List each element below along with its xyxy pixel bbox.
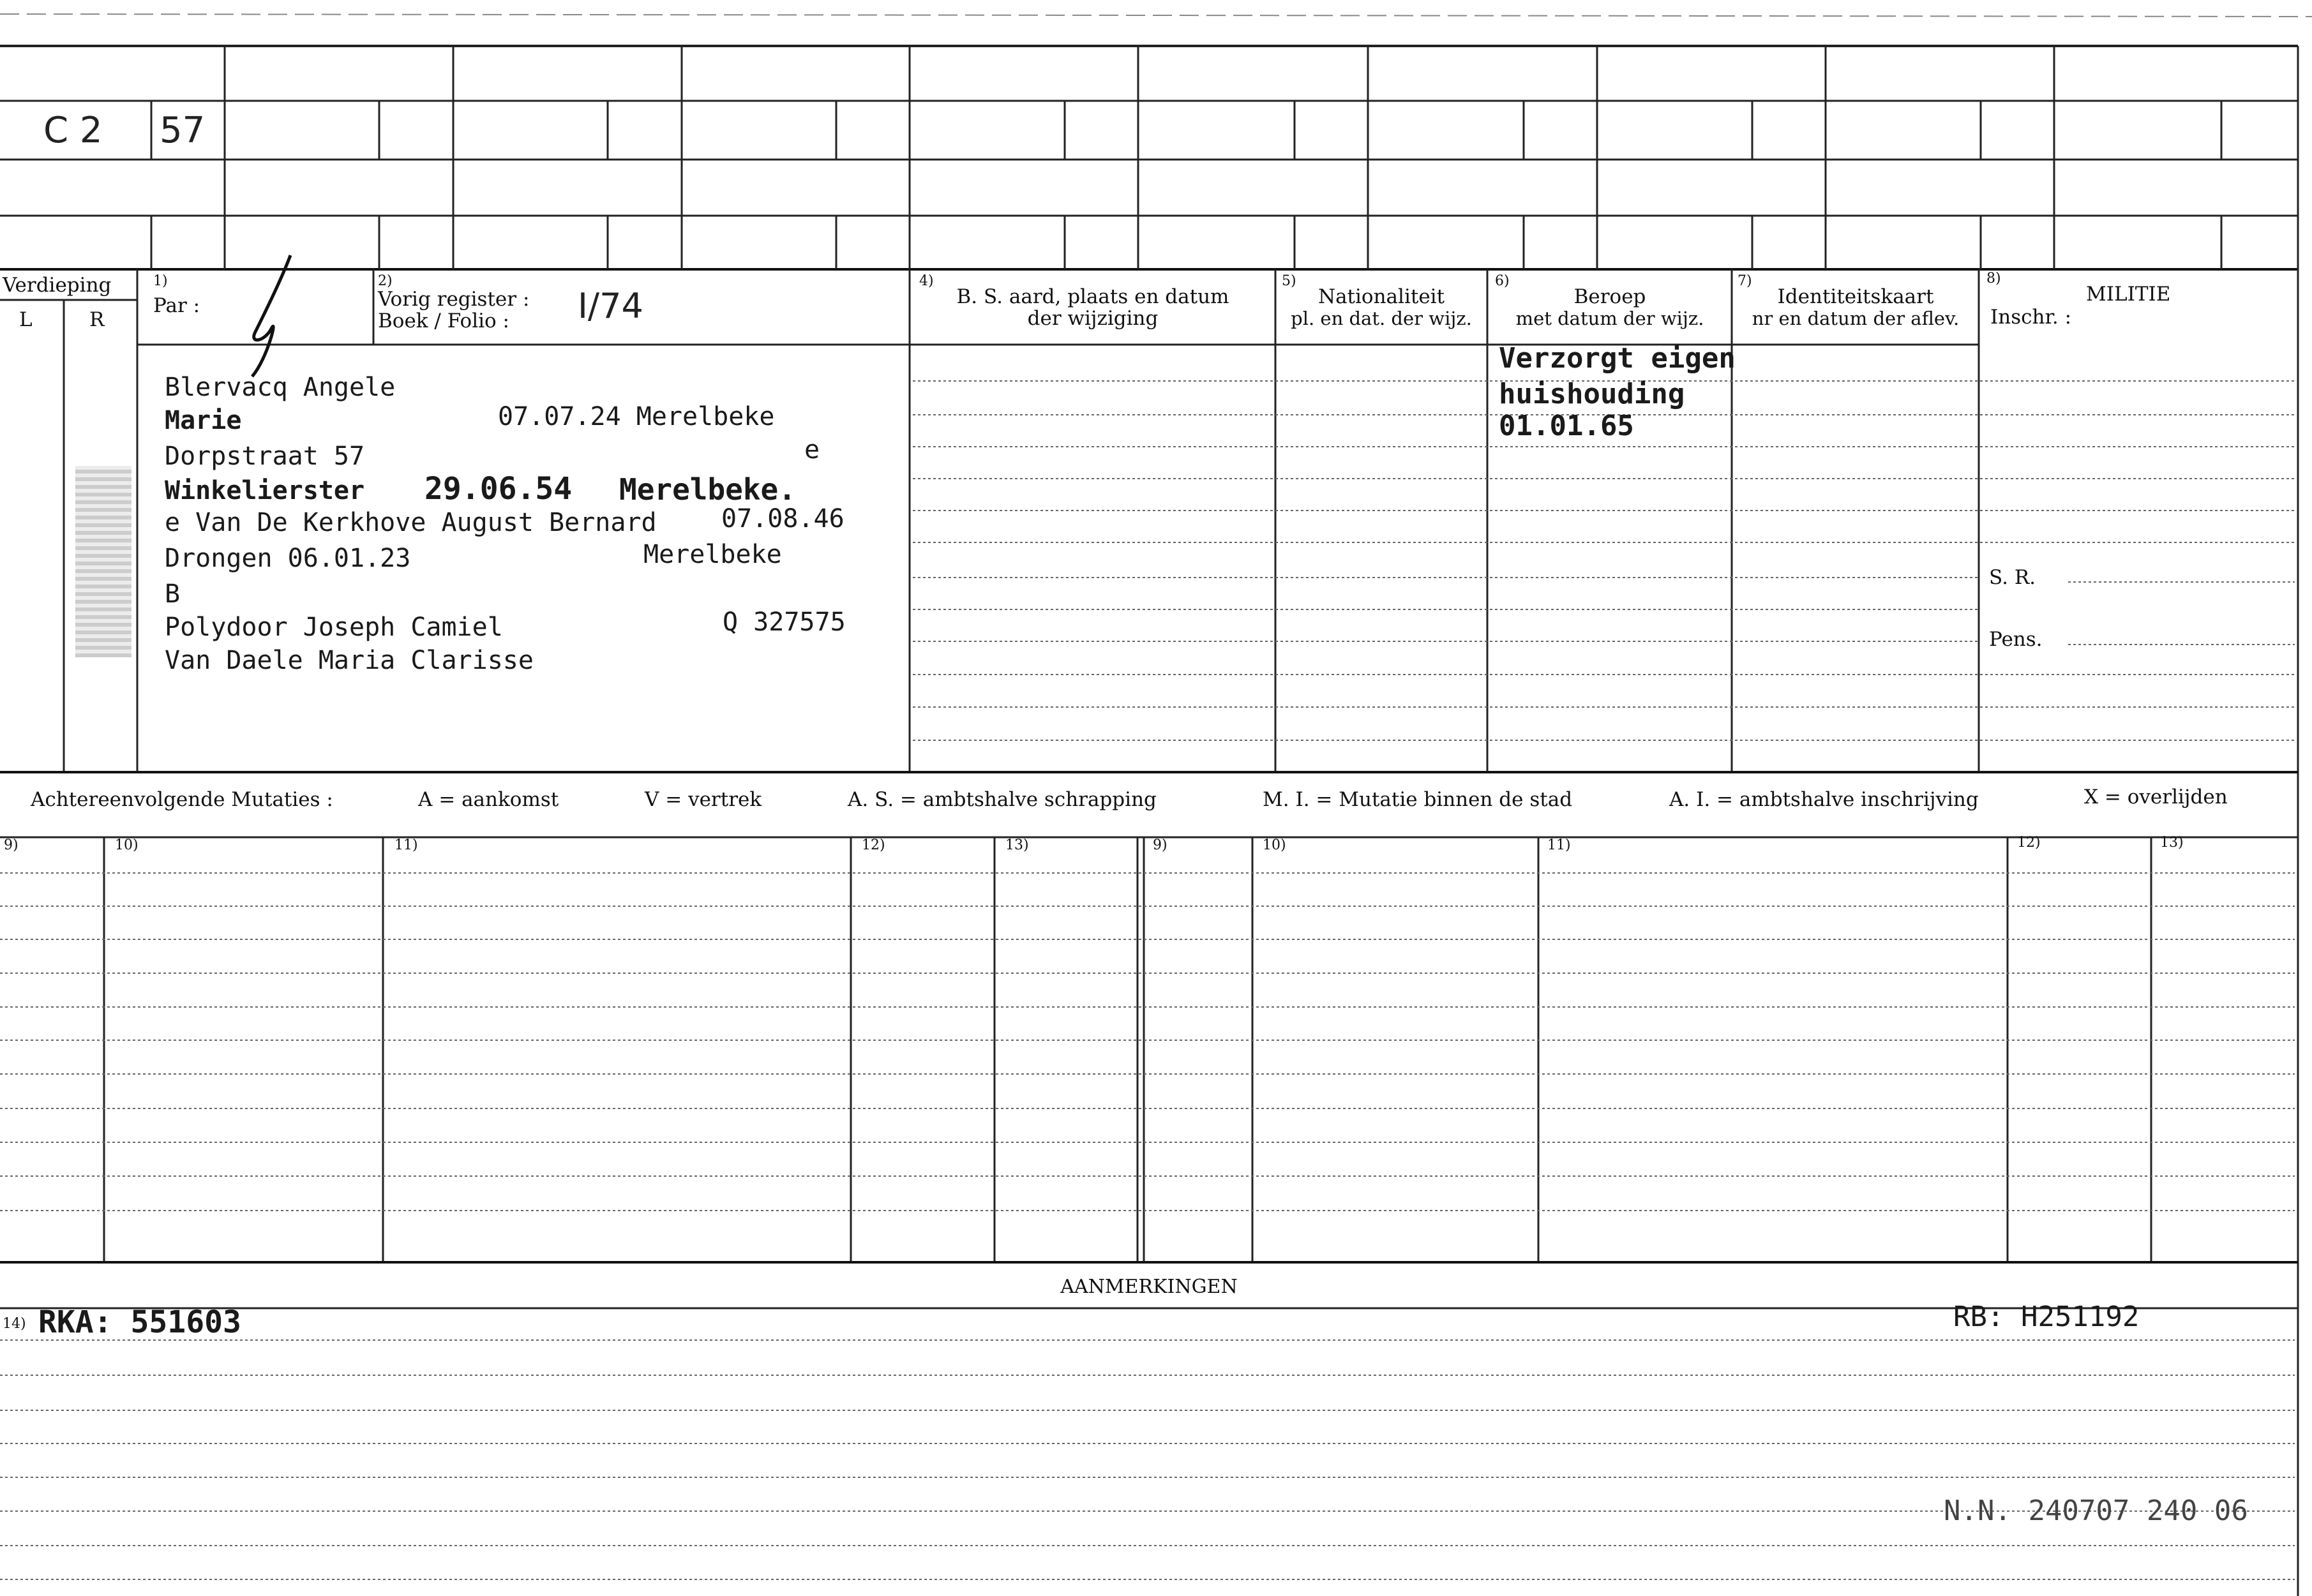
field-4-label-2: der wijziging <box>1027 307 1159 330</box>
mutation-col-13b: 13) <box>2160 835 2184 851</box>
person-line-2-name: Marie <box>165 406 242 435</box>
remarks-nn: N.N. 240707 240 06 <box>1944 1495 2248 1527</box>
field-6-label-1: Beroep <box>1573 285 1646 308</box>
person-line-4-place: Merelbeke. <box>619 472 796 507</box>
field-1-number: 1) <box>153 273 168 289</box>
field-4-number: 4) <box>919 273 934 289</box>
mutation-col-10: 10) <box>115 837 139 853</box>
legend-a: A = aankomst <box>418 788 559 811</box>
field-8-number: 8) <box>1986 271 2001 287</box>
person-line-2-birth: 07.07.24 Merelbeke <box>498 402 775 431</box>
field-2-value: I/74 <box>578 286 643 326</box>
field-8-label-1: MILITIE <box>2086 283 2171 306</box>
field-2-label-2: Boek / Folio : <box>378 310 509 332</box>
mutation-col-11b: 11) <box>1547 837 1571 853</box>
legend-ai: A. I. = ambtshalve inschrijving <box>1669 788 1979 811</box>
remarks-rb: RB: H251192 <box>1953 1301 2140 1333</box>
field-2-number: 2) <box>378 273 393 289</box>
field-7-label-1: Identiteitskaart <box>1777 285 1934 308</box>
legend-title: Achtereenvolgende Mutaties : <box>31 788 333 811</box>
col-l-label: L <box>19 308 33 331</box>
person-line-4-date: 29.06.54 <box>424 471 573 507</box>
remarks-title: AANMERKINGEN <box>1060 1276 1238 1298</box>
beroep-line-2: huishouding <box>1499 378 1685 410</box>
field-7-label-2: nr en datum der aflev. <box>1752 308 1960 329</box>
person-line-4-job: Winkelierster <box>165 476 365 505</box>
col-r-label: R <box>89 308 105 331</box>
top-cell-1: C 2 <box>43 110 103 151</box>
legend-as: A. S. = ambtshalve schrapping <box>848 788 1157 811</box>
mutation-col-13: 13) <box>1005 837 1029 853</box>
field-8-pens: Pens. <box>1989 628 2043 651</box>
field-6-number: 6) <box>1495 273 1510 289</box>
remarks-rka: RKA: 551603 <box>38 1304 241 1340</box>
person-line-1: Blervacq Angele <box>165 373 396 402</box>
field-1-label: Par : <box>153 294 200 317</box>
person-line-5: e Van De Kerkhove August Bernard <box>165 508 657 537</box>
person-line-3: Dorpstraat 57 <box>165 442 365 471</box>
beroep-line-3: 01.01.65 <box>1499 410 1634 442</box>
beroep-line-1: Verzorgt eigen <box>1499 342 1736 375</box>
field-5-label-2: pl. en dat. der wijz. <box>1291 308 1472 329</box>
legend-x: X = overlijden <box>2084 786 2228 809</box>
handwritten-slash-mark <box>236 249 313 389</box>
field-4-label-1: B. S. aard, plaats en datum <box>956 285 1229 308</box>
field-6-label-2: met datum der wijz. <box>1515 308 1704 329</box>
legend-mi: M. I. = Mutatie binnen de stad <box>1263 788 1573 811</box>
field-5-label-1: Nationaliteit <box>1317 285 1445 308</box>
top-cell-2: 57 <box>160 110 206 151</box>
mutation-col-12: 12) <box>862 837 885 853</box>
person-line-8: Polydoor Joseph Camiel <box>165 613 503 642</box>
mutation-col-11: 11) <box>394 837 418 853</box>
person-line-6: Drongen 06.01.23 <box>165 544 411 573</box>
person-line-3-e: e <box>804 435 820 465</box>
person-line-7: B <box>165 579 181 609</box>
verdieping-label: Verdieping <box>3 274 112 297</box>
field-7-number: 7) <box>1738 273 1752 289</box>
mutation-col-9: 9) <box>4 837 19 853</box>
mutation-col-10b: 10) <box>1263 837 1286 853</box>
field-8-sr: S. R. <box>1989 566 2036 589</box>
person-line-8-code: Q 327575 <box>723 608 846 637</box>
legend-v: V = vertrek <box>645 788 762 811</box>
person-line-5-date: 07.08.46 <box>721 504 844 533</box>
mutation-col-9b: 9) <box>1153 837 1167 853</box>
remarks-number: 14) <box>3 1316 26 1332</box>
person-line-6-place: Merelbeke <box>643 540 782 569</box>
person-line-9: Van Daele Maria Clarisse <box>165 646 534 675</box>
field-5-number: 5) <box>1282 273 1296 289</box>
field-2-label-1: Vorig register : <box>378 288 530 311</box>
field-8-label-2: Inschr. : <box>1990 306 2072 329</box>
stamp-smudge <box>75 466 131 657</box>
mutation-col-12b: 12) <box>2017 835 2041 851</box>
